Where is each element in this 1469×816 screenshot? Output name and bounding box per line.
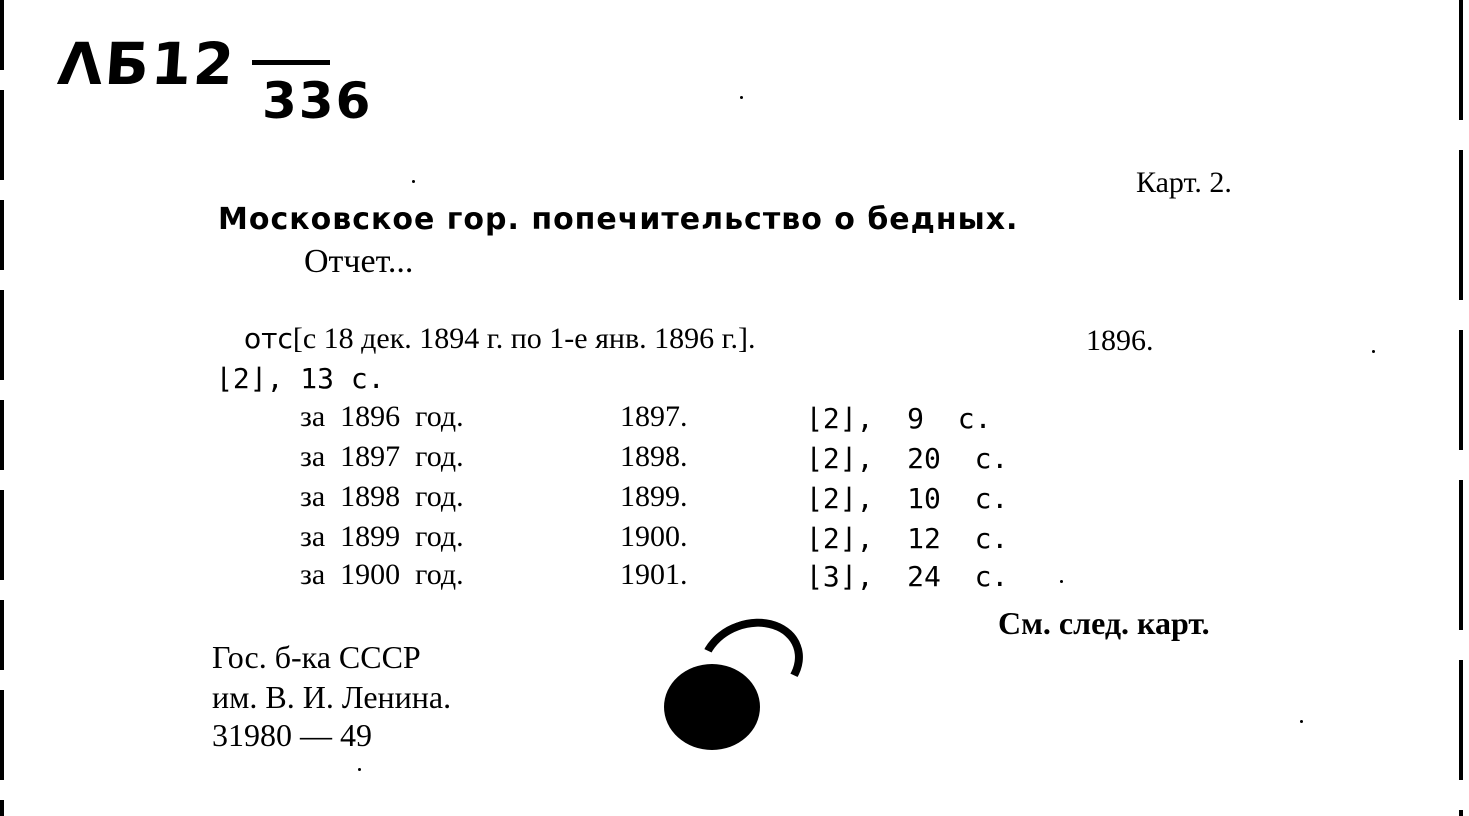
period-volume: ⌊2⌋, 13 с. <box>216 362 385 395</box>
scan-speck <box>358 768 361 771</box>
card-right-edge <box>1459 0 1463 816</box>
report-label: за 1900 год. <box>300 558 464 591</box>
report-volume: ⌊2⌋, 9 с. <box>806 402 992 435</box>
report-volume: ⌊3⌋, 24 с. <box>806 560 1009 593</box>
period-row <box>244 322 756 356</box>
report-year: 1898. <box>620 440 688 473</box>
handwritten-fraction-bar <box>252 60 330 65</box>
report-volume: ⌊2⌋, 10 с. <box>806 482 1009 515</box>
report-year: 1897. <box>620 400 688 433</box>
period-mark: отс <box>244 322 293 355</box>
scan-speck <box>740 96 743 99</box>
subheading: Отчет... <box>304 243 414 280</box>
report-label: за 1896 год. <box>300 400 464 433</box>
library-line-1: Гос. б-ка СССР <box>212 639 421 675</box>
card-left-edge <box>0 0 4 816</box>
report-label: за 1897 год. <box>300 440 464 473</box>
report-label: за 1899 год. <box>300 520 464 553</box>
heading: Московское гор. попечительство о бедных. <box>218 202 1019 237</box>
report-year: 1900. <box>620 520 688 553</box>
scan-speck <box>1372 350 1375 353</box>
report-year: 1901. <box>620 558 688 591</box>
period-year: 1896. <box>1086 324 1154 357</box>
report-label: за 1898 год. <box>300 480 464 513</box>
library-line-3: 31980 — 49 <box>212 717 372 753</box>
handwritten-shelf-number: 336 <box>262 72 373 130</box>
period-text: [с 18 дек. 1894 г. по 1-е янв. 1896 г.]. <box>292 322 756 355</box>
punch-hole <box>664 664 760 750</box>
scan-speck <box>1300 720 1303 723</box>
scan-speck <box>412 180 415 183</box>
report-volume: ⌊2⌋, 12 с. <box>806 522 1009 555</box>
handwritten-shelf-code: ΛБ12 <box>55 30 239 98</box>
report-year: 1899. <box>620 480 688 513</box>
scan-speck <box>1060 580 1063 583</box>
library-line-2: им. В. И. Ленина. <box>212 679 452 715</box>
see-next-card: См. след. карт. <box>998 605 1210 641</box>
report-volume: ⌊2⌋, 20 с. <box>806 442 1009 475</box>
card-number: Карт. 2. <box>1136 166 1232 199</box>
